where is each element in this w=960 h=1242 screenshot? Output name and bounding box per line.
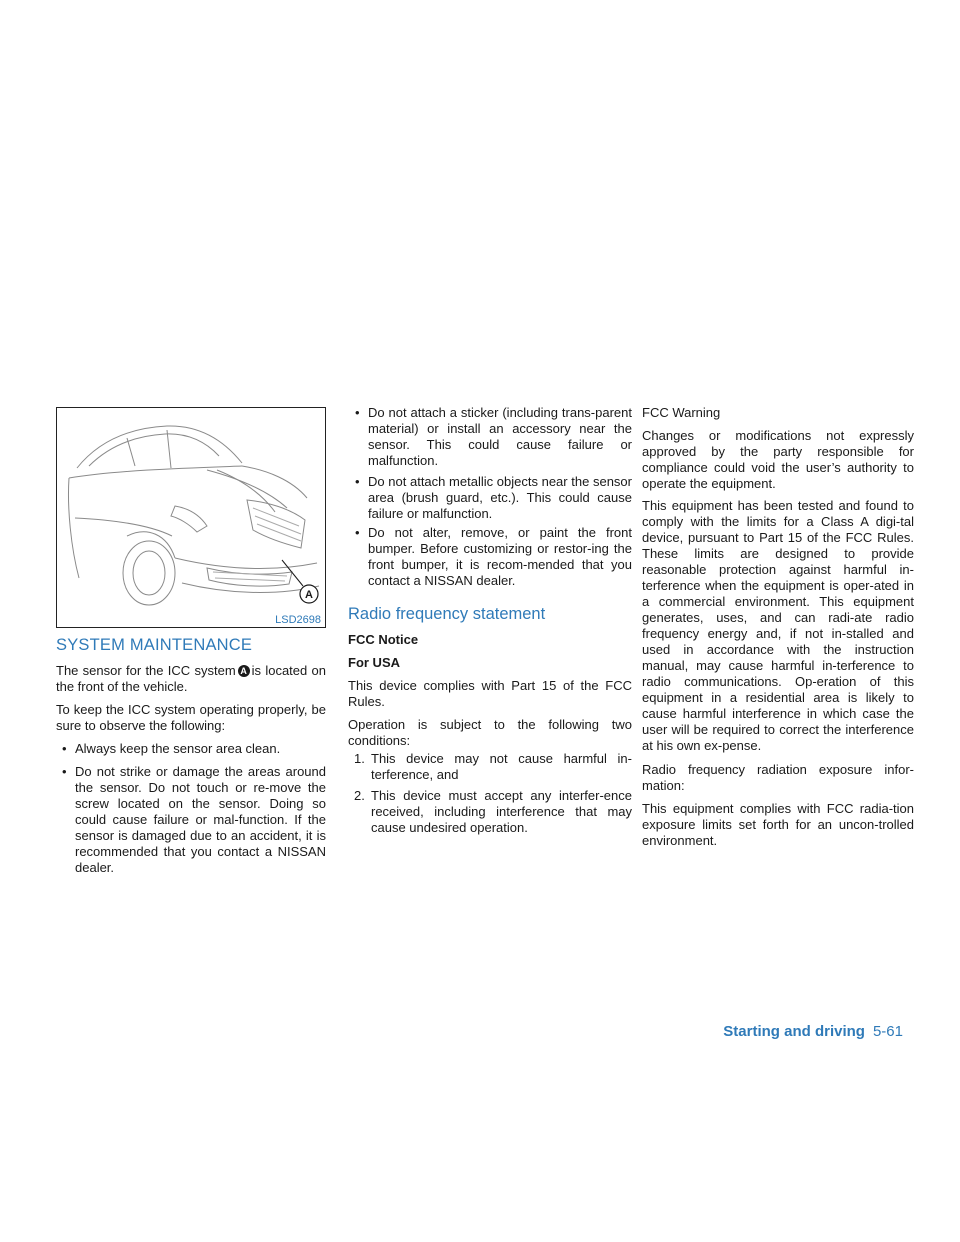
- callout-a-inline: A: [238, 665, 250, 677]
- subheading-fcc-notice: FCC Notice: [348, 632, 419, 647]
- bullet-item: • Do not alter, remove, or paint the front bumper. Before customizing or restor-ing the front bumper, it is recom-mended that you contact a NISSAN dealer.: [355, 525, 632, 588]
- page-footer: [723, 1023, 903, 1040]
- section-heading-radio-frequency: Radio frequency statement: [348, 605, 546, 623]
- numbered-text: This device may not cause harmful in-terference, and: [371, 751, 632, 782]
- figure-code: LSD2698: [275, 614, 321, 626]
- bullet-item: • Always keep the sensor area clean.: [62, 741, 281, 756]
- compliance-paragraph: This device complies with Part 15 of the FCC Rules.: [348, 678, 632, 709]
- numbered-item: 1. This device may not cause harmful in-terference, and: [354, 751, 632, 782]
- car-sensor-figure: [56, 407, 326, 628]
- bullet-item: • Do not attach a sticker (including trans-parent material) or install an accessory near the sensor. This could cause failure or malfunction.: [355, 405, 632, 468]
- changes-paragraph: Changes or modifications not expressly approved by the party responsible for compliance could void the user’s authority to operate the equipment.: [642, 428, 914, 491]
- car-front-illustration: [57, 408, 326, 628]
- bullet-text: Do not attach a sticker (including trans-parent material) or install an accessory near the sensor. This could cause failure or malfunction.: [368, 405, 632, 468]
- bullet-text: Do not alter, remove, or paint the front bumper. Before customizing or restor-ing the front bumper, it is recom-mended that you contact a NISSAN dealer.: [368, 525, 632, 588]
- numbered-text: This device must accept any interfer-ence received, including interference that may cause undesired operation.: [371, 788, 632, 835]
- p1-after: is located on the front of the vehicle.: [56, 663, 326, 694]
- numbered-item: 2. This device must accept any interfer-ence received, including interference that may cause undesired operation.: [354, 788, 632, 835]
- exposure-limits-paragraph: This equipment complies with FCC radia-tion exposure limits set forth for an uncon-trolled environment.: [642, 801, 914, 848]
- subheading-for-usa: For USA: [348, 655, 400, 670]
- bullet-text: Do not strike or damage the areas around the sensor. Do not touch or re-move the screw located on the sensor. Doing so could cause failure or mal-function. If the sensor is damaged due to an accident, it is recommended that you contact a NISSAN dealer.: [75, 764, 326, 875]
- conditions-paragraph: Operation is subject to the following two conditions:: [348, 717, 632, 748]
- keep-operating-paragraph: To keep the ICC system operating properly, be sure to observe the following:: [56, 702, 326, 733]
- bullet-text: Always keep the sensor area clean.: [75, 741, 281, 756]
- exposure-info-paragraph: Radio frequency radiation exposure infor-mation:: [642, 762, 914, 793]
- fcc-warning-heading: FCC Warning: [642, 405, 721, 420]
- bullet-item: • Do not strike or damage the areas around the sensor. Do not touch or re-move the screw located on the sensor. Doing so could cause failure or mal-function. If the sensor is damaged due to an accident, it is recommended that you contact a NISSAN dealer.: [62, 764, 326, 875]
- footer-section-title: Starting and driving: [723, 1023, 865, 1040]
- bullet-item: • Do not attach metallic objects near the sensor area (brush guard, etc.). This could cause failure or malfunction.: [355, 474, 632, 521]
- equipment-tested-paragraph: This equipment has been tested and found to comply with the limits for a Class A digi-tal device, pursuant to Part 15 of the FCC Rules. These limits are designed to provide reasonable protection against harmful in-terference when the equipment is oper-ated in a commercial environment. This equipment generates, uses, and can radi-ate radio frequency energy and, if not in-stalled and used in accordance with the instruction manual, may cause harmful in-terference to radio communications. Op-eration of this equipment in a residential area is likely to cause harmful interference in which case the user will be required to correct the interference at his own ex-pense.: [642, 498, 914, 753]
- page-number: 5-61: [872, 1023, 903, 1040]
- sensor-location-paragraph: [56, 663, 326, 695]
- bullet-text: Do not attach metallic objects near the sensor area (brush guard, etc.). This could cause failure or malfunction.: [368, 474, 632, 521]
- p1-before: The sensor for the ICC system: [56, 663, 236, 678]
- callout-a-label: A: [305, 589, 313, 601]
- section-heading-system-maintenance: SYSTEM MAINTENANCE: [56, 636, 253, 654]
